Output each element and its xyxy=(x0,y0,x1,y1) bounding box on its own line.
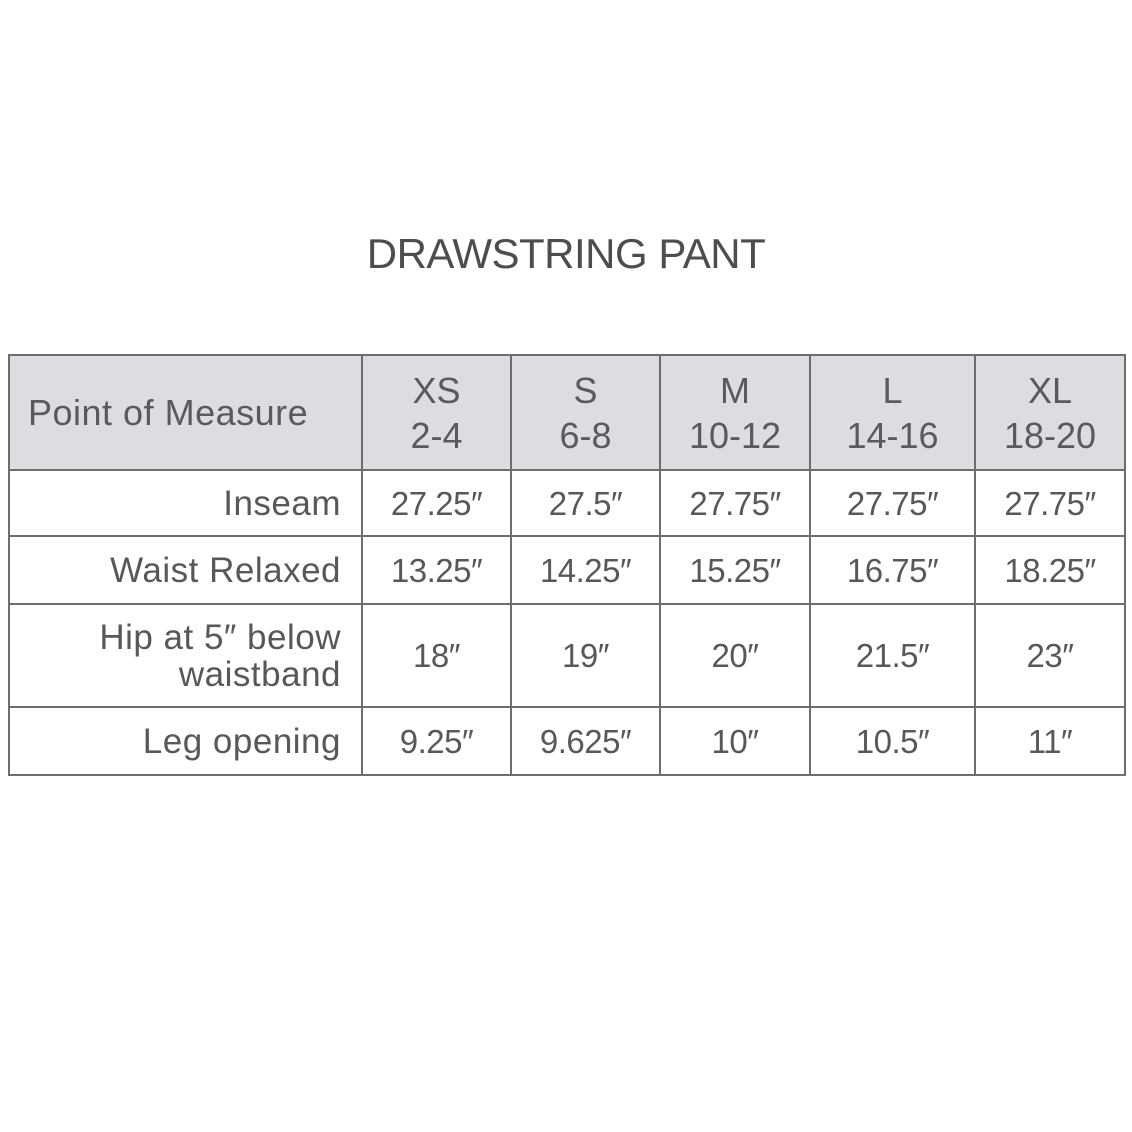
table-cell: 27.75″ xyxy=(660,470,810,536)
header-row xyxy=(9,355,1125,470)
table-cell: 18.25″ xyxy=(975,536,1125,604)
size-letter: XL xyxy=(1027,369,1073,411)
size-range: 10-12 xyxy=(688,414,782,456)
table-cell: 21.5″ xyxy=(810,604,975,707)
table-cell: 13.25″ xyxy=(362,536,511,604)
size-range: 6-8 xyxy=(559,414,612,456)
table-row-hip xyxy=(9,604,1125,707)
size-letter: XS xyxy=(412,369,461,411)
size-header-xs xyxy=(362,355,511,470)
table-cell: 16.75″ xyxy=(810,536,975,604)
table-cell: 27.25″ xyxy=(362,470,511,536)
row-label: Inseam xyxy=(9,470,362,536)
table-cell: 10.5″ xyxy=(810,707,975,775)
table-cell: 27.5″ xyxy=(511,470,660,536)
table-row-leg-opening xyxy=(9,707,1125,775)
table-cell: 15.25″ xyxy=(660,536,810,604)
size-letter: M xyxy=(720,369,750,411)
size-header-s xyxy=(511,355,660,470)
table-body xyxy=(9,470,1125,775)
table-cell: 9.25″ xyxy=(362,707,511,775)
table-cell: 14.25″ xyxy=(511,536,660,604)
point-of-measure-header: Point of Measure xyxy=(9,355,362,470)
table-header xyxy=(9,355,1125,470)
table-cell: 27.75″ xyxy=(975,470,1125,536)
size-chart-table xyxy=(8,354,1126,776)
table-cell: 11″ xyxy=(975,707,1125,775)
size-letter: S xyxy=(573,369,598,411)
table-row-waist-relaxed xyxy=(9,536,1125,604)
table-cell: 20″ xyxy=(660,604,810,707)
size-letter: L xyxy=(882,369,903,411)
table-cell: 23″ xyxy=(975,604,1125,707)
table-cell: 9.625″ xyxy=(511,707,660,775)
table-row-inseam xyxy=(9,470,1125,536)
size-range: 18-20 xyxy=(1003,414,1097,456)
page-title: DRAWSTRING PANT xyxy=(366,230,766,277)
table-cell: 19″ xyxy=(511,604,660,707)
row-label-line: Hip at 5″ below xyxy=(99,617,341,657)
row-label: Leg opening xyxy=(9,707,362,775)
row-label-line: waistband xyxy=(178,654,341,694)
size-range: 2-4 xyxy=(410,414,463,456)
table-cell: 27.75″ xyxy=(810,470,975,536)
table-cell: 10″ xyxy=(660,707,810,775)
size-range: 14-16 xyxy=(846,414,939,456)
size-header-xl xyxy=(975,355,1125,470)
row-label: Waist Relaxed xyxy=(9,536,362,604)
table-cell: 18″ xyxy=(362,604,511,707)
size-header-l xyxy=(810,355,975,470)
size-header-m xyxy=(660,355,810,470)
row-label xyxy=(9,604,362,707)
